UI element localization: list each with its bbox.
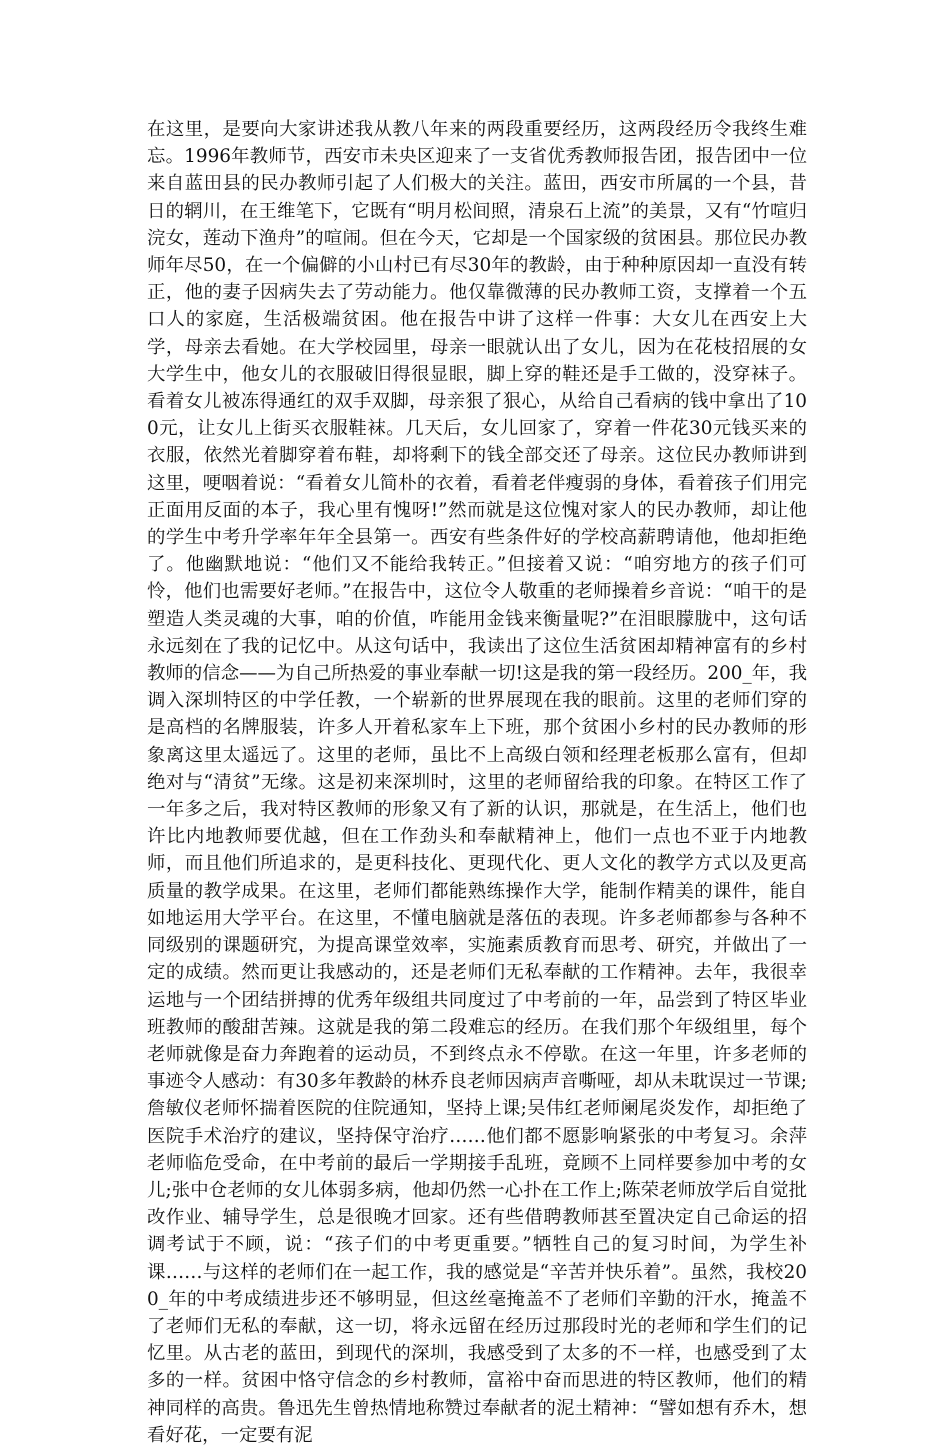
body-paragraph: 在这里，是要向大家讲述我从教八年来的两段重要经历，这两段经历令我终生难忘。1996年教师节，西安市未央区迎来了一支省优秀教师报告团，报告团中一位来自蓝田县的民办教师引起了人们极大的关注。蓝田，西安市所属的一个县，昔日的辋川，在王维笔下，它既有“明月松间照，清泉石上流”的美景，又有“竹喧归浣女，莲动下渔舟”的喧闹。但在今天，它却是一个国家级的贫困县。那位民办教师年尽50，在一个偏僻的小山村已有尽30年的教龄，由于种种原因却一直没有转正，他的妻子因病失去了劳动能力。他仅靠微薄的民办教师工资，支撑着一个五口人的家庭，生活极端贫困。他在报告中讲了这样一件事：大女儿在西安上大学，母亲去看她。在大学校园里，母亲一眼就认出了女儿，因为在花枝招展的女大学生中，他女儿的衣服破旧得很显眼，脚上穿的鞋还是手工做的，没穿袜子。看着女儿被冻得通红的双手双脚，母亲狠了狠心，从给自己看病的钱中拿出了100元，让女儿上街买衣服鞋袜。几天后，女儿回家了，穿着一件花30元钱买来的衣服，依然光着脚穿着布鞋，却将剩下的钱全部交还了母亲。这位民办教师讲到这里，哽咽着说：“看着女儿简朴的衣着，看着老伴瘦弱的身体，看着孩子们用完正面用反面的本子，我心里有愧呀!”然而就是这位愧对家人的民办教师，却让他的学生中考升学率年年全县第一。西安有些条件好的学校高薪聘请他，他却拒绝了。他幽默地说：“他们又不能给我转正。”但接着又说：“咱穷地方的孩子们可怜，他们也需要好老师。”在报告中，这位令人敬重的老师操着乡音说：“咱干的是塑造人类灵魂的大事，咱的价值，咋能用金钱来衡量呢?”在泪眼朦胧中，这句话永远刻在了我的记忆中。从这句话中，我读出了这位生活贫困却精神富有的乡村教师的信念——为自己所热爱的事业奉献一切!这是我的第一段经历。200_年，我调入深圳特区的中学任教，一个崭新的世界展现在我的眼前。这里的老师们穿的是高档的名牌服装，许多人开着私家车上下班，那个贫困小乡村的民办教师的形象离这里太遥远了。这里的老师，虽比不上高级白领和经理老板那么富有，但却绝对与“清贫”无缘。这是初来深圳时，这里的老师留给我的印象。在特区工作了一年多之后，我对特区教师的形象又有了新的认识，那就是，在生活上，他们也许比内地教师要优越，但在工作劲头和奉献精神上，他们一点也不亚于内地教师，而且他们所追求的，是更科技化、更现代化、更人文化的教学方式以及更高质量的教学成果。在这里，老师们都能熟练操作大学，能制作精美的课件，能自如地运用大学平台。在这里，不懂电脑就是落伍的表现。许多老师都参与各种不同级别的课题研究，为提高课堂效率，实施素质教育而思考、研究，并做出了一定的成绩。然而更让我感动的，还是老师们无私奉献的工作精神。去年，我很幸运地与一个团结拼搏的优秀年级组共同度过了中考前的一年，品尝到了特区毕业班教师的酸甜苦辣。这就是我的第二段难忘的经历。在我们那个年级组里，每个老师就像是奋力奔跑着的运动员，不到终点永不停歇。在这一年里，许多老师的事迹令人感动：有30多年教龄的林乔良老师因病声音嘶哑，却从未耽误过一节课;詹敏仪老师怀揣着医院的住院通知，坚持上课;吴伟红老师阑尾炎发作，却拒绝了医院手术治疗的建议，坚持保守治疗……他们都不愿影响紧张的中考复习。余萍老师临危受命，在中考前的最后一学期接手乱班，竟顾不上同样要参加中考的女儿;张中仓老师的女儿体弱多病，他却仍然一心扑在工作上;陈荣老师放学后自觉批改作业、辅导学生，总是很晚才回家。还有些借聘教师甚至置决定自己命运的招调考试于不顾，说：“孩子们的中考更重要。”牺牲自己的复习时间，为学生补课……与这样的老师们在一起工作，我的感觉是“辛苦并快乐着”。虽然，我校200_年的中考成绩进步还不够明显，但这丝毫掩盖不了老师们辛勤的汗水，掩盖不了老师们无私的奉献，这一切，将永远留在经历过那段时光的老师和学生们的记忆里。从古老的蓝田，到现代的深圳，我感受到了太多的不一样，也感受到了太多的一样。贫困中恪守信念的乡村教师，富裕中奋而思进的特区教师，他们的精神同样的高贵。鲁迅先生曾热情地称赞过奉献者的泥土精神：“譬如想有乔木，想看好花，一定要有泥 (147, 119, 807, 1446)
